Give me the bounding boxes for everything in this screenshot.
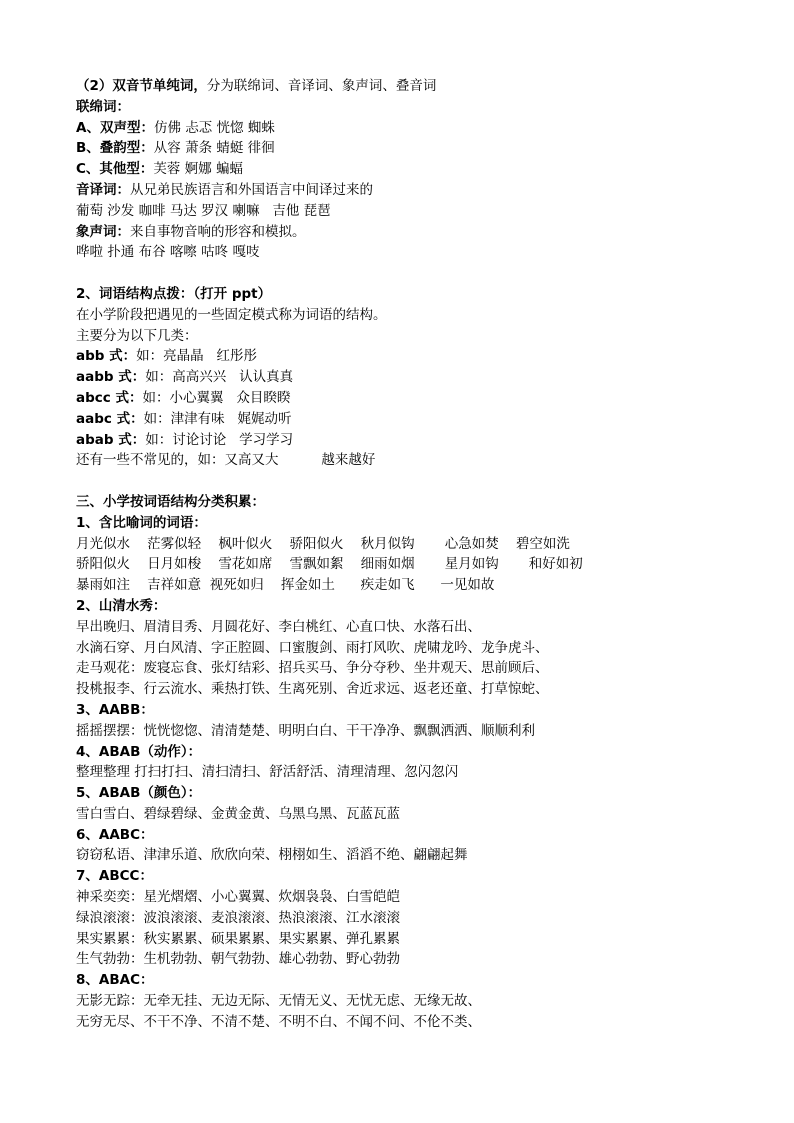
text-line [76,575,736,596]
bold-label: 5、ABAB（颜色）： [76,785,202,802]
bold-label: A、双声型： [76,119,154,136]
text-line [76,159,736,180]
bold-label: （2）双音节单纯词， [76,78,207,94]
line-text: 分为联绵词、音译词、象声词、叠音词 [206,78,437,94]
text-line [76,991,736,1012]
bold-label: aabb 式： [76,369,146,386]
text-line [76,367,736,388]
text-line [76,326,736,347]
bold-label: 1、含比喻词的词语： [76,514,207,531]
line-text: 还有一些不常见的，如：又高又大 越来越好 [76,452,376,469]
line-text: 月光似水 茫雾似轻 枫叶似火 骄阳似火 秋月似钩 心急如焚 碧空如洗 [76,535,570,552]
line-text: 如：津津有味 娓娓动听 [143,410,292,427]
bold-label: 8、ABAC： [76,972,154,989]
text-line [76,180,736,201]
text-line [76,409,736,430]
text-line [76,284,736,305]
text-line [76,534,736,555]
text-line [76,388,736,409]
bold-label: abcc 式： [76,389,143,406]
text-line [76,138,736,159]
text-line [76,638,736,659]
text-line [76,845,736,866]
line-text: 骄阳似火 日月如梭 雪花如席 雪飘如絮 细雨如烟 星月如钩 和好如初 [76,556,583,573]
bold-label: 2、词语结构点拨：（打开 ppt） [76,285,272,302]
line-text: 绿浪滚滚：波浪滚滚、麦浪滚滚、热浪滚滚、江水滚滚 [76,909,400,926]
text-line [76,825,736,846]
line-text: 在小学阶段把遇见的一些固定模式称为词语的结构。 [76,306,387,323]
text-line [76,721,736,742]
text-line [76,783,736,804]
line-text: 从容 萧条 蜻蜓 徘徊 [153,140,275,157]
text-line [76,700,736,721]
text-line [76,97,736,118]
line-text: 主要分为以下几类： [76,327,198,344]
line-text: 从兄弟民族语言和外国语言中间译过来的 [130,181,373,198]
line-text: 来自事物音响的形容和模拟。 [130,223,306,240]
bold-label: 6、AABC： [76,826,154,843]
text-line [76,513,736,534]
text-line [76,908,736,929]
line-text: 如：小心翼翼 众目睽睽 [142,389,291,406]
line-text: 雪白雪白、碧绿碧绿、金黄金黄、乌黑乌黑、瓦蓝瓦蓝 [76,805,400,822]
blank-line [76,471,736,492]
text-line [76,804,736,825]
bold-label: abab 式： [76,431,146,448]
line-text: 如：讨论讨论 学习学习 [145,431,294,448]
text-line [76,617,736,638]
line-text: 哗啦 扑通 布谷 喀嚓 咕咚 嘎吱 [76,244,260,261]
text-line [76,222,736,243]
bold-label: 联绵词： [76,98,130,115]
line-text: 水滴石穿、月白风清、字正腔圆、口蜜腹剑、雨打风吹、虎啸龙吟、龙争虎斗、 [76,639,549,656]
text-line [76,762,736,783]
text-line [76,929,736,950]
text-line [76,554,736,575]
text-line [76,596,736,617]
line-text: 窃窃私语、津津乐道、欣欣向荣、栩栩如生、滔滔不绝、翩翩起舞 [76,847,468,864]
text-line [76,201,736,222]
bold-label: 象声词： [76,223,130,240]
line-text: 果实累累：秋实累累、硕果累累、果实累累、弹孔累累 [76,930,400,947]
bold-label: C、其他型： [76,161,154,178]
bold-label: 3、AABB： [76,701,154,718]
text-line [76,679,736,700]
text-line [76,866,736,887]
text-line [76,1012,736,1033]
text-line [76,492,736,513]
line-text: 摇摇摆摆：恍恍惚惚、清清楚楚、明明白白、干干净净、飘飘洒洒、顺顺利利 [76,722,535,739]
line-text: 生气勃勃：生机勃勃、朝气勃勃、雄心勃勃、野心勃勃 [76,951,400,968]
line-text: 如：亮晶晶 红彤彤 [136,348,258,365]
text-line [76,742,736,763]
bold-label: abb 式： [76,348,137,365]
line-text: 整理整理 打扫打扫、清扫清扫、舒活舒活、清理清理、忽闪忽闪 [76,764,459,781]
text-line [76,450,736,471]
text-line [76,346,736,367]
bold-label: 7、ABCC： [76,868,153,885]
line-text: 早出晚归、眉清目秀、月圆花好、李白桃红、心直口快、水落石出、 [76,618,481,635]
text-line [76,949,736,970]
document-body [76,76,736,1033]
text-line [76,118,736,139]
line-text: 无影无踪：无牵无挂、无边无际、无情无义、无忧无虑、无缘无故、 [76,993,481,1010]
line-text: 仿佛 忐忑 恍惚 蜘蛛 [153,119,275,136]
text-line [76,242,736,263]
bold-label: 三、小学按词语结构分类积累： [76,493,265,510]
line-text: 葡萄 沙发 咖啡 马达 罗汉 喇嘛 吉他 琵琶 [76,202,331,219]
bold-label: aabc 式： [76,410,144,427]
text-line [76,76,736,97]
line-text: 神采奕奕：星光熠熠、小心翼翼、炊烟袅袅、白雪皑皑 [76,889,400,906]
line-text: 投桃报李、行云流水、乘热打铁、生离死别、舍近求远、返老还童、打草惊蛇、 [76,681,549,698]
bold-label: 2、山清水秀： [76,597,167,614]
blank-line [76,263,736,284]
bold-label: 音译词： [76,181,130,198]
text-line [76,970,736,991]
line-text: 芙蓉 婀娜 蝙蝠 [153,161,244,178]
line-text: 暴雨如注 吉祥如意 视死如归 挥金如土 疾走如飞 一见如故 [76,577,495,594]
line-text: 如：高高兴兴 认认真真 [145,369,294,386]
text-line [76,658,736,679]
text-line [76,430,736,451]
bold-label: 4、ABAB（动作）： [76,743,202,760]
text-line [76,887,736,908]
line-text: 无穷无尽、不干不净、不清不楚、不明不白、不闻不问、不伦不类、 [76,1013,481,1030]
bold-label: B、叠韵型： [76,140,154,157]
text-line [76,305,736,326]
line-text: 走马观花：废寝忘食、张灯结彩、招兵买马、争分夺秒、坐井观天、思前顾后、 [76,660,549,677]
